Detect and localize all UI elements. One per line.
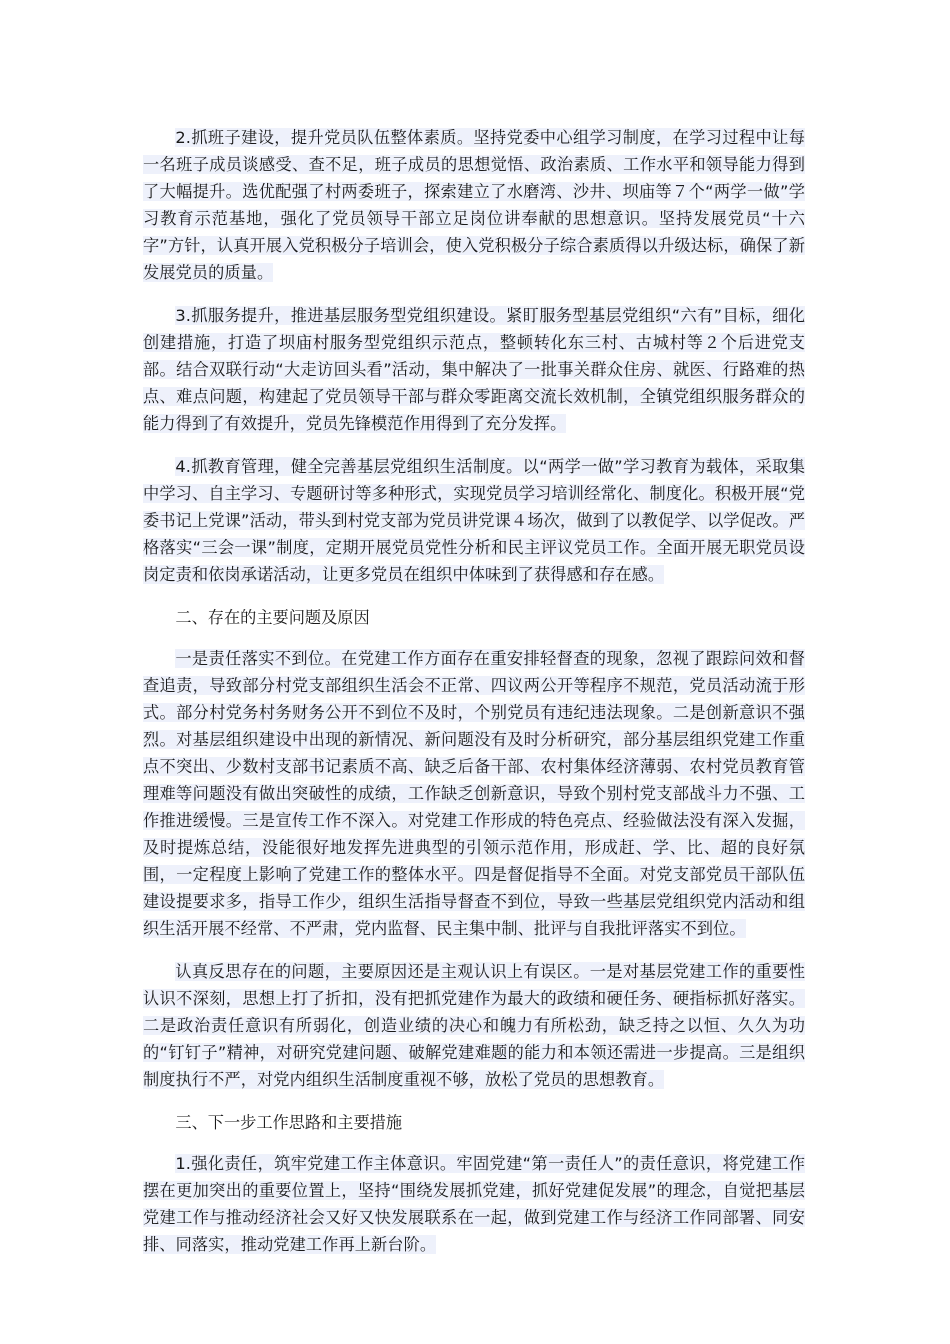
paragraph-strengthen-responsibility bbox=[143, 1150, 805, 1258]
paragraph-text: 认真反思存在的问题，主要原因还是主观认识上有误区。一是对基层党建工作的重要性认识不深刻，思想上打了折扣，没有把抓党建作为最大的政绩和硬任务、硬指标抓好落实。二是政治责任意识有所弱化，创造业绩的决心和魄力有所松劲，缺乏持之以恒、久久为功的“钉钉子”精神，对研究党建问题、破解党建难题的能力和本领还需进一步提高。三是组织制度执行不严，对党内组织生活制度重视不够，放松了党员的思想教育。 bbox=[143, 962, 805, 1089]
paragraph-problems bbox=[143, 645, 805, 942]
document-body bbox=[143, 124, 805, 1274]
paragraph-text: 一是责任落实不到位。在党建工作方面存在重安排轻督查的现象，忽视了跟踪问效和督查追责，导致部分村党支部组织生活会不正常、四议两公开等程序不规范，党员活动流于形式。部分村党务村务财务公开不到位不及时，个别党员有违纪违法现象。二是创新意识不强烈。对基层组织建设中出现的新情况、新问题没有及时分析研究，部分基层组织党建工作重点不突出、少数村支部书记素质不高、缺乏后备干部、农村集体经济薄弱、农村党员教育管理难等问题没有做出突破性的成绩，工作缺乏创新意识，导致个别村党支部战斗力不强、工作推进缓慢。三是宣传工作不深入。对党建工作形成的特色亮点、经验做法没有深入发掘，及时提炼总结，没能很好地发挥先进典型的引领示范作用，形成赶、学、比、超的良好氛围，一定程度上影响了党建工作的整体水平。四是督促指导不全面。对党支部党员干部队伍建设提要求多，指导工作少，组织生活指导督查不到位，导致一些基层党组织党内活动和组织生活开展不经常、不严肃，党内监督、民主集中制、批评与自我批评落实不到位。 bbox=[143, 649, 805, 938]
paragraph-service-improvement bbox=[143, 302, 805, 437]
paragraph-text: 3.抓服务提升，推进基层服务型党组织建设。紧盯服务型基层党组织“六有”目标，细化创建措施，打造了坝庙村服务型党组织示范点，整顿转化东三村、古城村等２个后进党支部。结合双联行动“大走访回头看”活动，集中解决了一批事关群众住房、就医、行路难的热点、难点问题，构建起了党员领导干部与群众零距离交流长效机制，全镇党组织服务群众的能力得到了有效提升，党员先锋模范作用得到了充分发挥。 bbox=[143, 306, 805, 433]
paragraph-education-management bbox=[143, 453, 805, 588]
paragraph-text: 4.抓教育管理，健全完善基层党组织生活制度。以“两学一做”学习教育为载体，采取集中学习、自主学习、专题研讨等多种形式，实现党员学习培训经常化、制度化。积极开展“党委书记上党课”活动，带头到村党支部为党员讲党课４场次，做到了以教促学、以学促改。严格落实“三会一课”制度，定期开展党员党性分析和民主评议党员工作。全面开展无职党员设岗定责和依岗承诺活动，让更多党员在组织中体味到了获得感和存在感。 bbox=[143, 457, 805, 584]
paragraph-text: 1.强化责任，筑牢党建工作主体意识。牢固党建“第一责任人”的责任意识，将党建工作摆在更加突出的重要位置上，坚持“围绕发展抓党建，抓好党建促发展”的理念，自觉把基层党建工作与推动经济社会又好又快发展联系在一起，做到党建工作与经济工作同部署、同安排、同落实，推动党建工作再上新台阶。 bbox=[143, 1154, 805, 1254]
paragraph-team-building bbox=[143, 124, 805, 286]
paragraph-text: 2.抓班子建设，提升党员队伍整体素质。坚持党委中心组学习制度，在学习过程中让每一名班子成员谈感受、查不足，班子成员的思想觉悟、政治素质、工作水平和领导能力得到了大幅提升。选优配强了村两委班子，探索建立了水磨湾、沙井、坝庙等７个“两学一做”学习教育示范基地，强化了党员领导干部立足岗位讲奉献的思想意识。坚持发展党员“十六字”方针，认真开展入党积极分子培训会，使入党积极分子综合素质得以升级达标，确保了新发展党员的质量。 bbox=[143, 128, 805, 282]
paragraph-causes bbox=[143, 958, 805, 1093]
section-heading-problems: 二、存在的主要问题及原因 bbox=[175, 608, 370, 627]
section-heading-next-steps: 三、下一步工作思路和主要措施 bbox=[175, 1113, 403, 1132]
